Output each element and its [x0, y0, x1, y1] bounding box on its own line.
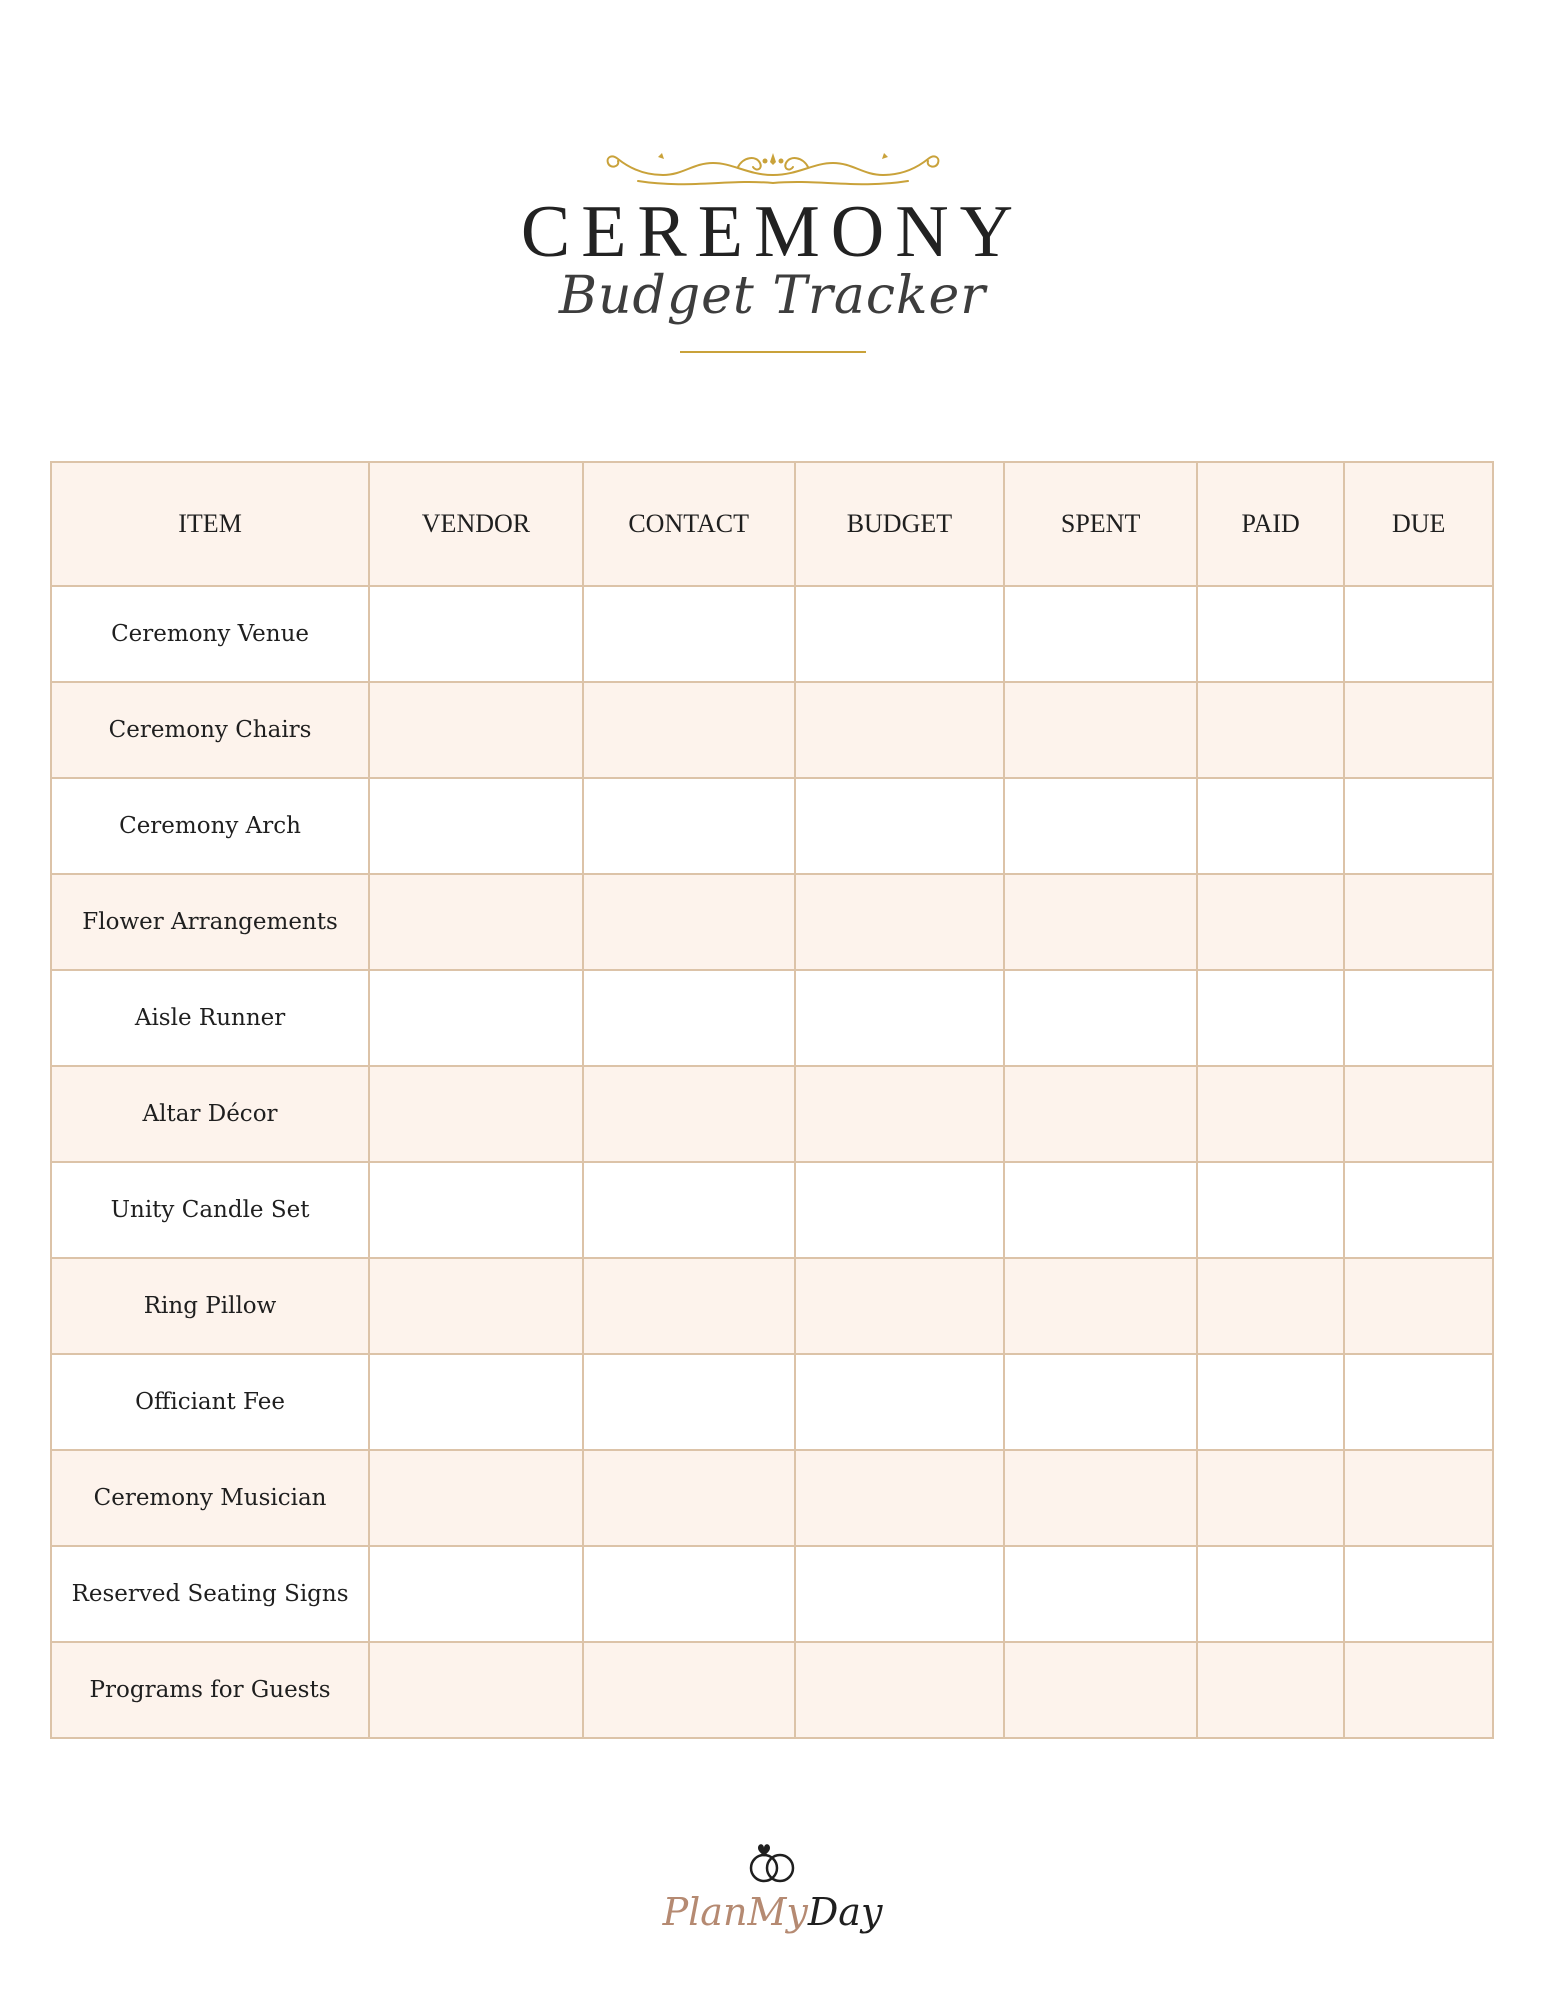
- paid-cell[interactable]: [1197, 1450, 1345, 1546]
- contact-cell[interactable]: [583, 1450, 795, 1546]
- item-cell: Unity Candle Set: [51, 1162, 369, 1258]
- contact-cell[interactable]: [583, 1162, 795, 1258]
- due-cell[interactable]: [1344, 1546, 1493, 1642]
- vendor-cell[interactable]: [369, 1066, 583, 1162]
- contact-cell[interactable]: [583, 1642, 795, 1738]
- table-row: [51, 1546, 1493, 1642]
- contact-cell[interactable]: [583, 778, 795, 874]
- budget-cell[interactable]: [795, 1354, 1005, 1450]
- item-cell: Flower Arrangements: [51, 874, 369, 970]
- spent-cell[interactable]: [1004, 586, 1197, 682]
- spent-cell[interactable]: [1004, 1450, 1197, 1546]
- contact-cell[interactable]: [583, 1258, 795, 1354]
- paid-cell[interactable]: [1197, 1258, 1345, 1354]
- column-header-spent: SPENT: [1004, 462, 1197, 586]
- contact-cell[interactable]: [583, 874, 795, 970]
- due-cell[interactable]: [1344, 682, 1493, 778]
- item-cell: Officiant Fee: [51, 1354, 369, 1450]
- vendor-cell[interactable]: [369, 1354, 583, 1450]
- vendor-cell[interactable]: [369, 970, 583, 1066]
- spent-cell[interactable]: [1004, 778, 1197, 874]
- spent-cell[interactable]: [1004, 1162, 1197, 1258]
- due-cell[interactable]: [1344, 874, 1493, 970]
- column-header-vendor: VENDOR: [369, 462, 583, 586]
- vendor-cell[interactable]: [369, 586, 583, 682]
- vendor-cell[interactable]: [369, 1546, 583, 1642]
- contact-cell[interactable]: [583, 970, 795, 1066]
- logo-my-text: My: [747, 1890, 808, 1934]
- item-cell: Programs for Guests: [51, 1642, 369, 1738]
- page-header: [0, 145, 1545, 375]
- logo-plan-text: Plan: [662, 1890, 748, 1934]
- due-cell[interactable]: [1344, 778, 1493, 874]
- spent-cell[interactable]: [1004, 1066, 1197, 1162]
- vendor-cell[interactable]: [369, 1642, 583, 1738]
- due-cell[interactable]: [1344, 970, 1493, 1066]
- vendor-cell[interactable]: [369, 1450, 583, 1546]
- vendor-cell[interactable]: [369, 778, 583, 874]
- paid-cell[interactable]: [1197, 1066, 1345, 1162]
- budget-cell[interactable]: [795, 1258, 1005, 1354]
- title-underline: [680, 351, 866, 353]
- table-row: [51, 682, 1493, 778]
- due-cell[interactable]: [1344, 586, 1493, 682]
- column-header-contact: CONTACT: [583, 462, 795, 586]
- logo-day-text: Day: [807, 1890, 883, 1934]
- budget-cell[interactable]: [795, 778, 1005, 874]
- column-header-due: DUE: [1344, 462, 1493, 586]
- contact-cell[interactable]: [583, 1546, 795, 1642]
- table-row: [51, 778, 1493, 874]
- due-cell[interactable]: [1344, 1066, 1493, 1162]
- contact-cell[interactable]: [583, 1066, 795, 1162]
- budget-cell[interactable]: [795, 874, 1005, 970]
- flourish-ornament-icon: [598, 145, 948, 195]
- spent-cell[interactable]: [1004, 1546, 1197, 1642]
- spent-cell[interactable]: [1004, 1642, 1197, 1738]
- vendor-cell[interactable]: [369, 874, 583, 970]
- plan-my-day-logo: [0, 1838, 1545, 1948]
- page-title: CEREMONY: [520, 191, 1025, 273]
- spent-cell[interactable]: [1004, 682, 1197, 778]
- budget-table: [50, 461, 1494, 1739]
- item-cell: Altar Décor: [51, 1066, 369, 1162]
- table-row: [51, 1162, 1493, 1258]
- budget-cell[interactable]: [795, 1642, 1005, 1738]
- paid-cell[interactable]: [1197, 1162, 1345, 1258]
- table-row: [51, 1450, 1493, 1546]
- spent-cell[interactable]: [1004, 874, 1197, 970]
- spent-cell[interactable]: [1004, 1258, 1197, 1354]
- item-cell: Reserved Seating Signs: [51, 1546, 369, 1642]
- budget-cell[interactable]: [795, 1066, 1005, 1162]
- budget-cell[interactable]: [795, 586, 1005, 682]
- vendor-cell[interactable]: [369, 1258, 583, 1354]
- item-cell: Ring Pillow: [51, 1258, 369, 1354]
- paid-cell[interactable]: [1197, 586, 1345, 682]
- item-cell: Ceremony Arch: [51, 778, 369, 874]
- paid-cell[interactable]: [1197, 682, 1345, 778]
- paid-cell[interactable]: [1197, 1546, 1345, 1642]
- table-row: [51, 1258, 1493, 1354]
- table-row: [51, 874, 1493, 970]
- paid-cell[interactable]: [1197, 778, 1345, 874]
- table-row: [51, 1354, 1493, 1450]
- due-cell[interactable]: [1344, 1354, 1493, 1450]
- item-cell: Ceremony Chairs: [51, 682, 369, 778]
- page-subtitle: Budget Tracker: [558, 266, 987, 326]
- contact-cell[interactable]: [583, 682, 795, 778]
- column-header-budget: BUDGET: [795, 462, 1005, 586]
- paid-cell[interactable]: [1197, 874, 1345, 970]
- table-header-row: [51, 462, 1493, 586]
- spent-cell[interactable]: [1004, 970, 1197, 1066]
- due-cell[interactable]: [1344, 1642, 1493, 1738]
- budget-cell[interactable]: [795, 682, 1005, 778]
- table-row: [51, 970, 1493, 1066]
- item-cell: Ceremony Venue: [51, 586, 369, 682]
- budget-cell[interactable]: [795, 970, 1005, 1066]
- due-cell[interactable]: [1344, 1258, 1493, 1354]
- table-row: [51, 1642, 1493, 1738]
- table-row: [51, 1066, 1493, 1162]
- column-header-paid: PAID: [1197, 462, 1345, 586]
- column-header-item: ITEM: [51, 462, 369, 586]
- contact-cell[interactable]: [583, 1354, 795, 1450]
- spent-cell[interactable]: [1004, 1354, 1197, 1450]
- paid-cell[interactable]: [1197, 1642, 1345, 1738]
- paid-cell[interactable]: [1197, 1354, 1345, 1450]
- budget-cell[interactable]: [795, 1546, 1005, 1642]
- item-cell: Aisle Runner: [51, 970, 369, 1066]
- wedding-rings-icon: [742, 1838, 802, 1888]
- table-body: [51, 586, 1493, 1738]
- due-cell[interactable]: [1344, 1450, 1493, 1546]
- paid-cell[interactable]: [1197, 970, 1345, 1066]
- contact-cell[interactable]: [583, 586, 795, 682]
- item-cell: Ceremony Musician: [51, 1450, 369, 1546]
- vendor-cell[interactable]: [369, 682, 583, 778]
- due-cell[interactable]: [1344, 1162, 1493, 1258]
- budget-cell[interactable]: [795, 1450, 1005, 1546]
- budget-cell[interactable]: [795, 1162, 1005, 1258]
- logo-wordmark: [0, 1890, 1545, 1936]
- table-row: [51, 586, 1493, 682]
- vendor-cell[interactable]: [369, 1162, 583, 1258]
